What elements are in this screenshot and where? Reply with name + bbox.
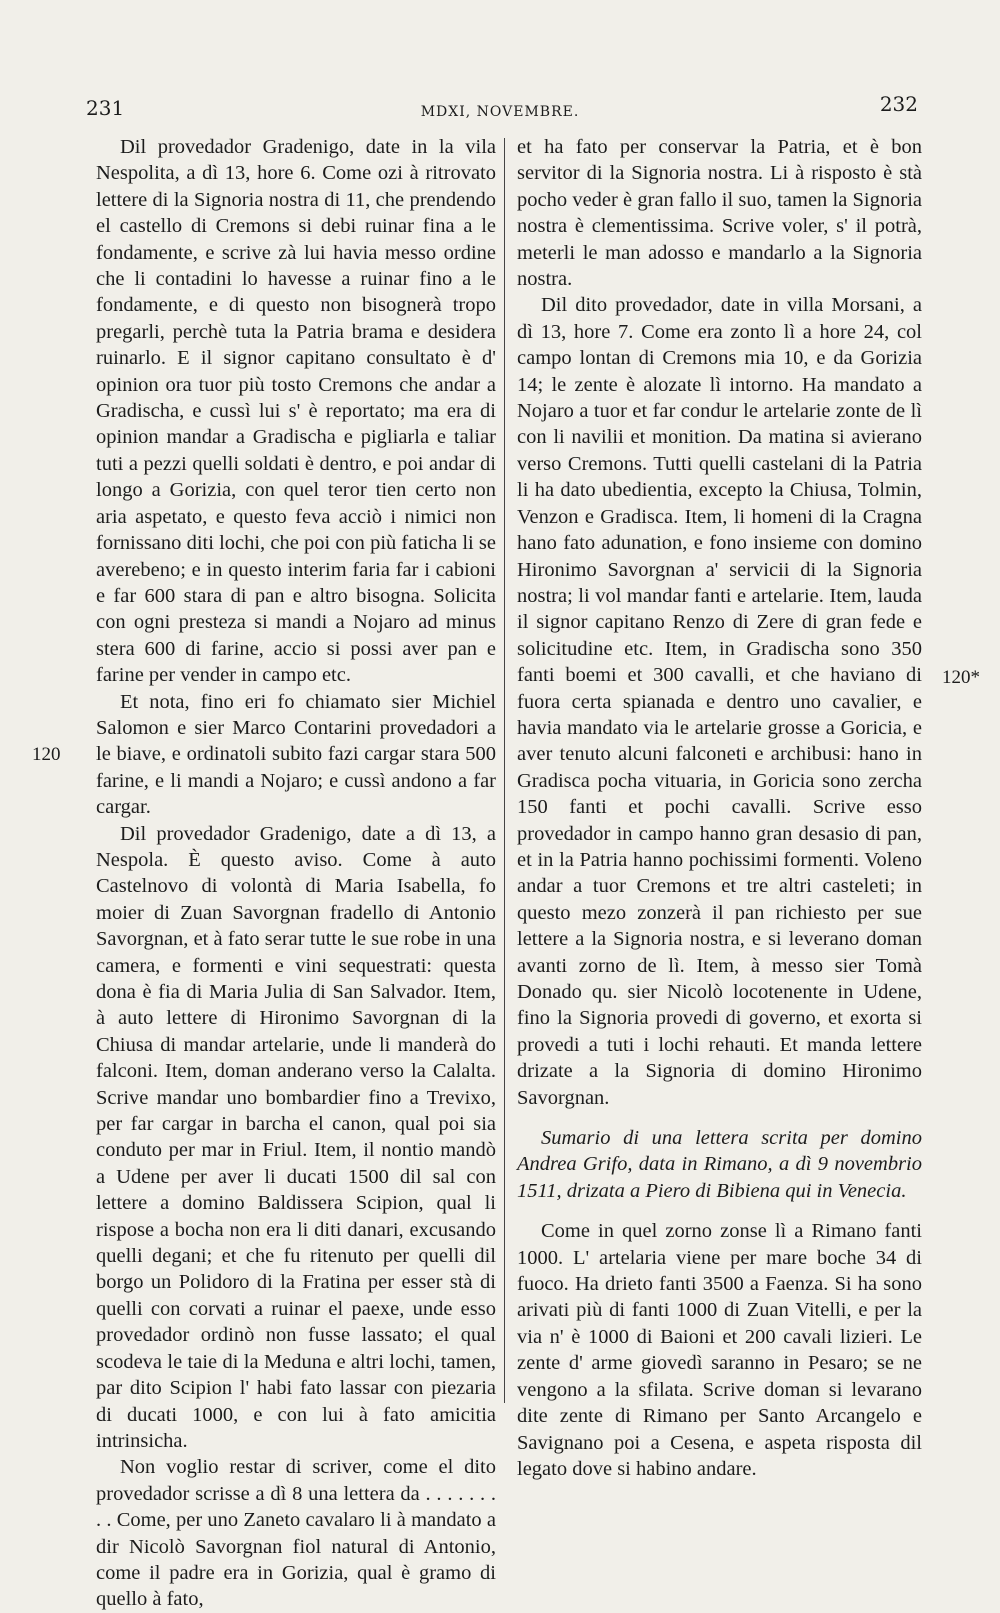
margin-note-right: 120*	[942, 667, 980, 688]
page-number-left: 231	[86, 96, 125, 120]
page-number-right: 232	[879, 92, 918, 116]
margin-note-left: 120	[32, 744, 61, 765]
paragraph: Dil provedador Gradenigo, date a dì 13, a Nespola. È questo aviso. Come à auto Castelnovo di volontà di Maria Isabella, fo moier di Zuan Savorgnan fradello di Antonio Savorgnan, et à fato serar tutte le sue robe in una camera, e formenti e vini sequestrati: questa dona è fia di Maria Julia di San Salvador. Item, à auto lettere di Hironimo Savorgnan di la Chiusa di mandar artelarie, unde li manderà do falconi. Item, doman anderano verso la Calalta. Scrive mandar uno bombardier fino a Trevixo, per far cargar in barcha el canon, qual poi sia conduto per mar in Friul. Item, il nontio mandò a Udene per aver li ducati 1500 dil sal con lettere a domino Baldissera Scipion, qual li rispose a bocha non era li diti danari, excusando quelli degani; et che fu ritenuto per quelli dil borgo un Polidoro di la Fratina per esser stà di quelli con corvati a ruinar el paexe, unde esso provedador ordinò non fusse lassato; el qual scodeva le taie di la Meduna e altri lochi, tamen, par dito Scipion l' habi fato lassar con piezaria di ducati 1000, e con lui à fato amicitia intrinsicha.	[96, 822, 496, 1452]
summary-heading: Sumario di una lettera scrita per domino Andrea Grifo, data in Rimano, a dì 9 novembrio 1511, drizata a Piero di Bibiena qui in Venecia.	[517, 1127, 922, 1202]
paragraph: Et nota, fino eri fo chiamato sier Michiel Salomon e sier Marco Contarini provedadori a le biave, e ordinatoli subito fazi cargar stara 500 farine, e li mandi a Nojaro; e cussì andono a far cargar.	[96, 690, 496, 819]
right-column	[517, 134, 922, 1482]
column-divider	[504, 138, 505, 1403]
paragraph: Come in quel zorno zonse lì a Rimano fanti 1000. L' artelaria viene per mare boche 34 di fuoco. Ha drieto fanti 3500 a Faenza. Si ha sono arivati più di fanti 1000 di Zuan Vitelli, e per la via n' è 1000 di Baioni et 200 cavali lizieri. Le zente d' arme giovedì saranno in Pesaro; se ne vengono a la sfilata. Scrive doman si levarano dite zente di Rimano per Santo Arcangelo e Savignano poi a Cesena, e aspeta risposta dil legato dove si habino andare.	[517, 1220, 922, 1480]
left-column	[96, 134, 496, 1613]
running-title: MDXI, NOVEMBRE.	[420, 104, 580, 120]
paragraph: Dil dito provedador, date in villa Morsani, a dì 13, hore 7. Come era zonto lì a hore 24, col campo lontan di Cremons mia 10, e da Gorizia 14; le zente è alozate lì intorno. Ha mandato a Nojaro a tuor et far condur le artelarie zonte de lì con li navilii et monition. Da matina si avierano verso Cremons. Tutti quelli castelani di la Patria li ha dato ubedientia, excepto la Chiusa, Tolmin, Venzon e Gradisca. Item, li homeni di la Cragna hano fato adunation, e fono insieme con domino Hironimo Savorgnan a' servicii di la Signoria nostra; li vol mandar fanti e artelarie. Item, lauda il signor capitano Renzo di Zere di gran fede e solicitudine etc. Item, in Gradischa sono 350 fanti boemi et 300 cavalli, et che haviano di fuora certa spianada e dentro uno cavalier, e havia mandato via le artelarie grosse a Goricia, e aver tenuto alcuni falconeti e archibusi: hano in Gradisca pocha vituaria, in Goricia sono zercha 150 fanti et pochi cavalli. Scrive esso provedador in campo hanno gran desasio di pan, et in la Patria hanno pochissimi formenti. Voleno andar a tuor Cremons et tre altri casteleti; in questo mezo zonzerà il pan richiesto per sue lettere a la Signoria nostra, e si leverano doman avanti zorno de lì. Item, à messo sier Tomà Donado qu. sier Nicolò locotenente in Udene, fino la Signoria provedi di governo, et exorta si provedi a tuti i lochi rehauti. Et manda lettere drizate a la Signoria di domino Hironimo Savorgnan.	[517, 294, 922, 1109]
paragraph: et ha fato per conservar la Patria, et è bon servitor di la Signoria nostra. Li à risposto è stà pocho veder è gran fallo il suo, tamen la Signoria nostra è clementissima. Scrive voler, s' il potrà, meterli le man adosso e mandarlo a la Signoria nostra.	[517, 136, 922, 291]
paragraph: Non voglio restar di scriver, come el dito provedador scrisse a dì 8 una lettera da . . . . . . . . . Come, per uno Zaneto cavalaro li à mandato a dir Nicolò Savorgnan fiol natural di Antonio, come il padre era in Gorizia, qual è gramo di quello à fato,	[96, 1456, 496, 1611]
paragraph: Dil provedador Gradenigo, date in la vila Nespolita, a dì 13, hore 6. Come ozi à ritrovato lettere di la Signoria nostra di 11, che prendendo el castello di Cremons si debi ruinar fina a le fondamente, e scrive zà lui havia messo ordine che li contadini lo havesse a ruinar fino a le fondamente, e di questo non bisognerà tropo pregarli, perchè tuta la Patria brama e desidera ruinarlo. E il signor capitano consultato è d' opinion ora tuor più tosto Cremons che andar a Gradischa, e cussì lui s' è reportato; ma era di opinion mandar a Gradischa e pigliarla e taliar tuti a pezzi quelli soldati è dentro, e poi andar di longo a Gorizia, con quel teror tien certo non aria aspetato, e questo feva acciò i nimici non fornissano diti lochi, che poi con più faticha li se averebeno; e in questo interim faria far i cabioni e far 600 stara di pan e altro bisogna. Solicita con ogni presteza si mandi a Nojaro ad minus stera 600 di farine, accio si possi aver pan e farine per vender in campo etc.	[96, 136, 496, 687]
